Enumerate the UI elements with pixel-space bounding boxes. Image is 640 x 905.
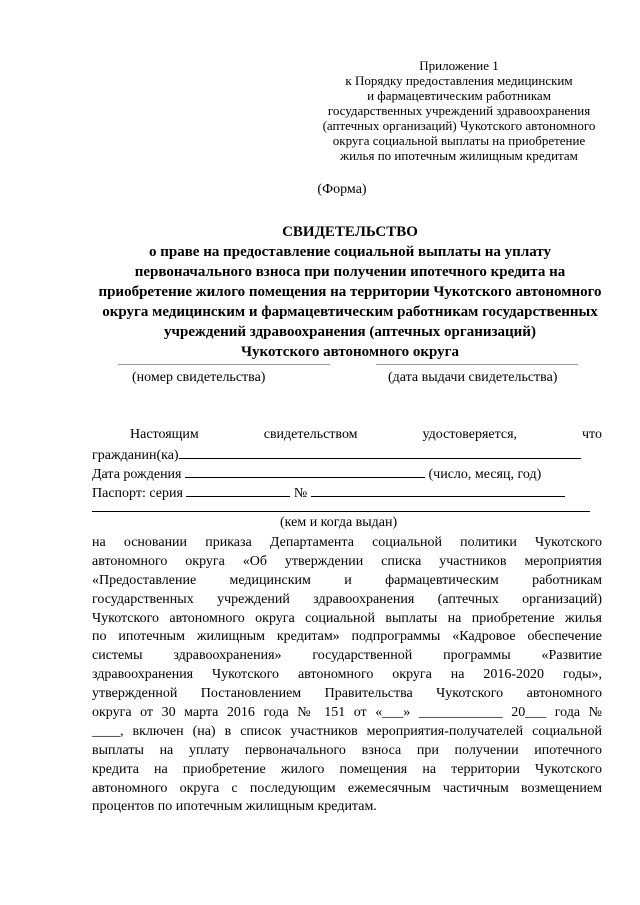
body-paragraph xyxy=(92,534,602,817)
passport-row xyxy=(92,482,590,503)
body-line: «Предоставление медицинским и фармацевтическим работникам xyxy=(92,572,602,588)
birth-date-row xyxy=(92,463,590,484)
body-line: на основании приказа Департамента социальной политики Чукотского xyxy=(92,535,602,550)
passport-label: Паспорт: серия xyxy=(92,486,183,501)
birth-date-field[interactable] xyxy=(185,463,425,478)
certificate-number-line[interactable] xyxy=(118,364,330,365)
title-line: первоначального взноса при получении ипотечного кредита на xyxy=(134,264,566,280)
intro-word: удостоверяется, xyxy=(422,427,518,442)
appendix-line: и фармацевтическим работникам xyxy=(367,88,551,103)
body-line: выплаты на уплату первоначального взноса при получении ипотечного xyxy=(92,742,602,758)
title-line: приобретение жилого помещения на территории Чукотского автономного xyxy=(98,284,602,300)
body-line: государственных учреждений здравоохранения (аптечных организаций) xyxy=(92,591,602,607)
citizen-name-field[interactable] xyxy=(179,444,581,459)
intro-line xyxy=(130,426,602,444)
appendix-line: Приложение 1 xyxy=(419,58,499,73)
form-label: (Форма) xyxy=(317,182,367,197)
body-line: по ипотечным жилищным кредитам» подпрограммы «Кадровое обеспечение xyxy=(92,629,602,645)
body-line: округа от 30 марта 2016 года № 151 от «___» ____________ 20___ года № xyxy=(92,705,602,721)
appendix-line: округа социальной выплаты на приобретение xyxy=(332,133,586,148)
body-line: автономного округа «Об утверждении списка участников мероприятия xyxy=(92,553,602,569)
certificate-number-label: (номер свидетельства) xyxy=(132,370,266,385)
issue-date-label: (дата выдачи свидетельства) xyxy=(388,370,558,385)
issued-by-field[interactable] xyxy=(92,511,590,512)
title-line: СВИДЕТЕЛЬСТВО xyxy=(282,224,418,240)
issued-by-hint: (кем и когда выдан) xyxy=(280,515,398,530)
intro-word: что xyxy=(582,427,602,442)
appendix-line: к Порядку предоставления медицинским xyxy=(345,73,573,88)
body-line: процентов по ипотечным жилищным кредитам. xyxy=(92,799,377,815)
body-line: ____, включен (на) в список участников мероприятия-получателей социальной xyxy=(92,723,602,739)
title-line: о праве на предоставление социальной выплаты на уплату xyxy=(148,244,552,260)
body-line: системы здравоохранения» государственной программы «Развитие xyxy=(92,648,602,664)
passport-series-field[interactable] xyxy=(186,482,290,497)
document-title xyxy=(60,222,640,362)
body-line: утвержденной Постановлением Правительства Чукотского автономного xyxy=(92,686,602,702)
passport-number-sign: № xyxy=(293,486,308,501)
body-line: автономного округа с последующим ежемесячным частичным возмещением xyxy=(92,780,602,796)
birth-date-hint: (число, месяц, год) xyxy=(428,467,542,482)
intro-word: свидетельством xyxy=(263,427,358,442)
title-line: округа медицинским и фармацевтическим работникам государственных xyxy=(102,304,598,320)
intro-word: Настоящим xyxy=(130,427,199,442)
body-line: кредита на приобретение жилого помещения на территории Чукотского xyxy=(92,761,602,777)
body-line: Чукотского автономного округа социальной выплаты на приобретение жилья xyxy=(92,610,602,626)
title-line: учреждений здравоохранения (аптечных организаций) xyxy=(164,324,536,340)
body-line: здравоохранения Чукотского автономного округа на 2016-2020 годы», xyxy=(92,667,602,683)
appendix-block xyxy=(300,58,618,163)
appendix-line: жилья по ипотечным жилищным кредитам xyxy=(340,148,578,163)
appendix-line: (аптечных организаций) Чукотского автономного xyxy=(322,118,596,133)
citizen-label: гражданин(ка) xyxy=(92,448,179,463)
appendix-line: государственных учреждений здравоохранения xyxy=(327,103,591,118)
passport-number-field[interactable] xyxy=(311,482,565,497)
issue-date-line[interactable] xyxy=(376,364,578,365)
title-line: Чукотского автономного округа xyxy=(241,344,459,360)
birth-date-label: Дата рождения xyxy=(92,467,182,482)
citizen-row xyxy=(92,444,590,465)
